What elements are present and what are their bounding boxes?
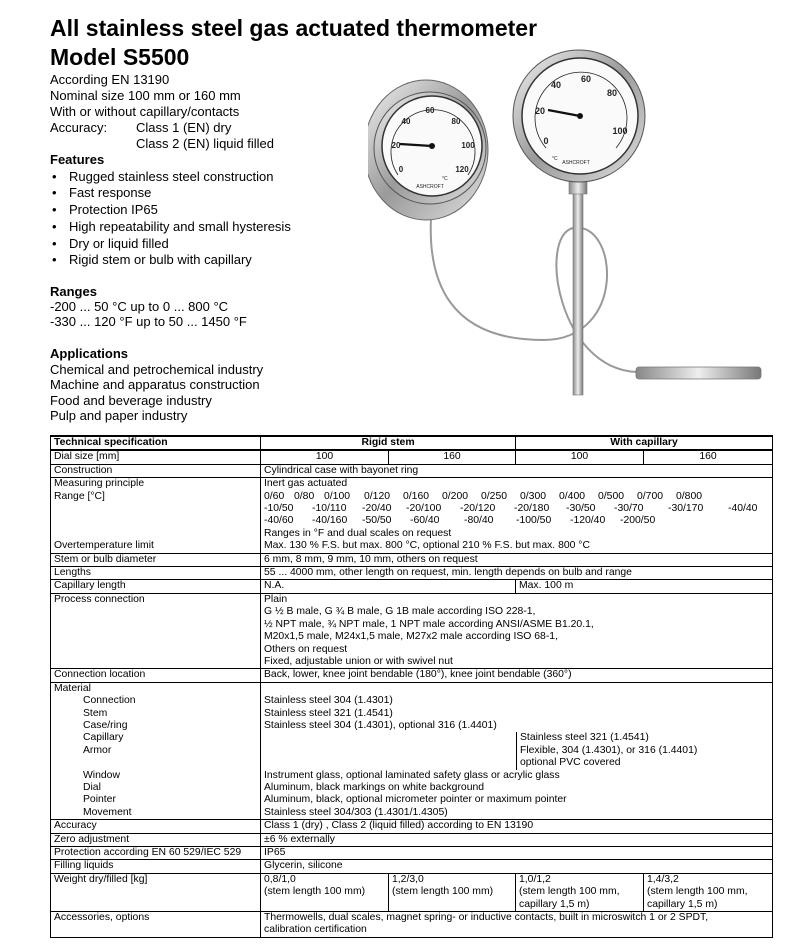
feature-item: • High repeatability and small hysteresis [50, 219, 291, 236]
range-value: 0/60 [264, 490, 285, 502]
label-dial: Dial [83, 781, 101, 793]
feature-item: • Dry or liquid filled [50, 236, 291, 253]
tick-label: 60 [580, 74, 592, 84]
title-line-1: All stainless steel gas actuated thermometer [50, 15, 538, 41]
cell [261, 478, 773, 553]
row-label: Connection location [51, 669, 261, 682]
accuracy-class-2: Class 2 (EN) liquid filled [136, 136, 274, 151]
cell: N.A. [261, 580, 516, 593]
weight-value: 1,2/3,0 [392, 873, 424, 885]
row-label: Capillary length [51, 580, 261, 593]
row-label: Filling liquids [51, 860, 261, 873]
label-case: Case/ring [83, 719, 128, 731]
cell: 100 [516, 450, 644, 464]
cell: IP65 [261, 846, 773, 859]
row-label [51, 478, 261, 553]
range-value: -20/120 [460, 503, 496, 515]
row-label: Protection according EN 60 529/IEC 529 [51, 846, 261, 859]
label-stem: Stem [83, 707, 108, 719]
weight-note: (stem length 100 mm) [392, 886, 494, 898]
range-note: Ranges in °F and dual scales on request [264, 527, 452, 539]
row-label: Dial size [mm] [51, 450, 261, 464]
range-row [264, 503, 769, 515]
application-item: Food and beverage industry [50, 392, 212, 408]
unit-label: °C [442, 176, 448, 182]
table-row [51, 820, 773, 833]
applications-heading: Applications [50, 346, 129, 361]
table-row [51, 846, 773, 859]
tick-label: 120 [455, 165, 469, 174]
weight-value: 1,4/3,2 [647, 873, 679, 885]
tick-label: 100 [461, 141, 475, 150]
label-armor: Armor [83, 744, 112, 756]
brand-label: ASHCROFT [416, 184, 444, 190]
table-header-row [51, 436, 773, 450]
cell [261, 682, 773, 819]
row-label: Accessories, options [51, 912, 261, 938]
cell: Cylindrical case with bayonet ring [261, 464, 773, 477]
table-row [51, 553, 773, 566]
table-row [51, 833, 773, 846]
weight-note: capillary 1,5 m) [519, 898, 590, 910]
feature-item: • Fast response [50, 185, 291, 202]
label-range: Range [°C] [54, 490, 105, 502]
material-pointer: Aluminum, black, optional micrometer pointer or maximum pointer [264, 794, 567, 806]
material-movement: Stainless steel 304/303 (1.4301/1.4305) [264, 806, 448, 818]
process-line: G ½ B male, G ¾ B male, G 1B male according ISO 228-1, [264, 606, 536, 618]
sensor-bulb [636, 367, 761, 379]
table-row [51, 860, 773, 873]
process-line: Fixed, adjustable union or with swivel nut [264, 655, 453, 667]
range-row [264, 491, 769, 503]
material-case: Stainless steel 304 (1.4301), optional 316 (1.4401) [264, 719, 497, 731]
range-value: 0/120 [364, 490, 391, 502]
accuracy-label: Accuracy: [50, 120, 108, 135]
header-spec: Technical specification [51, 436, 261, 450]
range-value: -10/110 [312, 503, 347, 515]
range-value: 0/100 [324, 490, 351, 502]
table-row [51, 669, 773, 682]
cell: Max. 100 m [516, 580, 773, 593]
weight-note: (stem length 100 mm, [647, 886, 748, 898]
row-label: Zero adjustment [51, 833, 261, 846]
accuracy-line [50, 120, 274, 136]
capillary-tube [431, 218, 638, 372]
process-line: M20x1,5 male, M24x1,5 male, M27x2 male according ISO 68-1, [264, 631, 558, 643]
table-row [51, 450, 773, 464]
range-value: 0/700 [637, 490, 664, 502]
label-material: Material [54, 682, 91, 694]
range-value: -200/50 [620, 515, 656, 527]
cell [261, 873, 389, 911]
range-value: -40/40 [728, 503, 758, 515]
label-connection: Connection [83, 695, 136, 707]
label-window: Window [83, 769, 120, 781]
range-item: -200 ... 50 °C up to 0 ... 800 °C [50, 299, 229, 314]
ranges-section [50, 282, 247, 329]
application-item: Machine and apparatus construction [50, 377, 260, 392]
table-row [51, 580, 773, 593]
table-row [51, 912, 773, 938]
material-armor: Flexible, 304 (1.4301), or 316 (1.4401) [520, 744, 698, 756]
range-value: 0/80 [294, 490, 315, 502]
row-label [51, 682, 261, 819]
cell [389, 873, 516, 911]
range-row [264, 515, 769, 527]
cell: 160 [389, 450, 516, 464]
material-armor-option: optional PVC covered [520, 757, 621, 769]
intro-line: According EN 13190 [50, 72, 170, 87]
accuracy-class-1: Class 1 (EN) dry [136, 120, 232, 135]
feature-item: • Rigid stem or bulb with capillary [50, 252, 291, 269]
cell: Back, lower, knee joint bendable (180°), knee joint bendable (360°) [261, 669, 773, 682]
material-connection: Stainless steel 304 (1.4301) [264, 695, 393, 707]
accessories-line: Thermowells, dual scales, magnet spring- or inductive contacts, built in microswitch 1 or 2 SPDT, [264, 912, 709, 924]
range-item: -330 ... 120 °F up to 50 ... 1450 °F [50, 314, 247, 329]
tick-label: 60 [425, 106, 435, 115]
range-value: -100/50 [516, 515, 552, 527]
range-value: 0/250 [481, 490, 508, 502]
process-line: ½ NPT male, ¾ NPT male, 1 NPT male according ANSI/ASME B1.20.1, [264, 618, 594, 630]
cell [516, 873, 644, 911]
cell [644, 873, 773, 911]
application-item: Chemical and petrochemical industry [50, 361, 264, 377]
row-label: Stem or bulb diameter [51, 553, 261, 566]
material-dial: Aluminum, black markings on white background [264, 781, 485, 793]
range-value: -50/50 [362, 515, 392, 527]
header-with-capillary: With capillary [516, 436, 773, 450]
range-value: -30/50 [566, 503, 596, 515]
cell: Glycerin, silicone [261, 860, 773, 873]
table-row [51, 593, 773, 668]
material-stem: Stainless steel 321 (1.4541) [264, 707, 393, 719]
label-pointer: Pointer [83, 794, 116, 806]
table-row [51, 464, 773, 477]
tick-label: 40 [401, 117, 411, 126]
range-value: -10/50 [264, 503, 294, 515]
range-value: -30/70 [614, 503, 644, 515]
brand-label: ASHCROFT [562, 160, 590, 166]
rigid-stem [573, 185, 583, 395]
range-value: -20/40 [362, 503, 392, 515]
gauge-right [513, 50, 645, 182]
process-line: Others on request [264, 643, 348, 655]
label-movement: Movement [83, 806, 132, 818]
tick-label: 20 [534, 106, 546, 116]
weight-note: (stem length 100 mm) [264, 886, 366, 898]
range-value: 0/200 [442, 490, 469, 502]
intro-block [50, 72, 274, 152]
range-value: 0/160 [403, 490, 430, 502]
cell: 160 [644, 450, 773, 464]
label-overtemperature: Overtemperature limit [54, 540, 154, 552]
spec-table [50, 435, 773, 938]
cell: Class 1 (dry) , Class 2 (liquid filled) according to EN 13190 [261, 820, 773, 833]
row-label: Accuracy [51, 820, 261, 833]
range-value: -60/40 [410, 515, 440, 527]
features-section [50, 150, 291, 269]
range-value: -20/100 [406, 503, 442, 515]
range-value: -120/40 [570, 515, 606, 527]
feature-item: • Rugged stainless steel construction [50, 169, 291, 186]
tick-label: 80 [606, 88, 618, 98]
features-list [50, 169, 291, 269]
range-value: 0/300 [520, 490, 547, 502]
measuring-principle-value: Inert gas actuated [264, 478, 348, 490]
table-row [51, 567, 773, 580]
range-value: -40/60 [264, 515, 294, 527]
row-label: Weight dry/filled [kg] [51, 873, 261, 911]
tick-label: 0 [543, 136, 549, 146]
application-item: Pulp and paper industry [50, 408, 188, 423]
intro-line: Nominal size 100 mm or 160 mm [50, 88, 241, 103]
overtemperature-value: Max. 130 % F.S. but max. 800 °C, optional 210 % F.S. but max. 800 °C [264, 540, 590, 552]
range-value: 0/400 [559, 490, 586, 502]
tick-label: 20 [391, 141, 401, 150]
tick-label: 80 [451, 117, 461, 126]
range-value: -40/160 [312, 515, 348, 527]
range-value: -20/180 [514, 503, 550, 515]
cell [261, 593, 773, 668]
material-capillary: Stainless steel 321 (1.4541) [520, 732, 649, 744]
weight-value: 1,0/1,2 [519, 873, 551, 885]
table-row [51, 682, 773, 819]
applications-section [50, 344, 263, 424]
row-label: Process connection [51, 593, 261, 668]
ranges-heading: Ranges [50, 284, 97, 299]
accessories-line: calibration certification [264, 924, 367, 936]
range-value: 0/800 [676, 490, 703, 502]
cell: 55 ... 4000 mm, other length on request, min. length depends on bulb and range [261, 567, 773, 580]
product-photo [368, 40, 768, 400]
table-row [51, 873, 773, 911]
title-line-2: Model S5500 [50, 44, 190, 70]
header-rigid-stem: Rigid stem [261, 436, 516, 450]
range-value: -30/170 [668, 503, 704, 515]
range-value: -80/40 [464, 515, 494, 527]
row-label: Lengths [51, 567, 261, 580]
tick-label: 100 [612, 126, 628, 136]
table-row [51, 478, 773, 553]
label-measuring-principle: Measuring principle [54, 478, 145, 490]
row-label: Construction [51, 464, 261, 477]
gauge-left [368, 80, 488, 220]
features-heading: Features [50, 152, 105, 167]
cell [261, 912, 773, 938]
cell: ±6 % externally [261, 833, 773, 846]
cell: 6 mm, 8 mm, 9 mm, 10 mm, others on request [261, 553, 773, 566]
tick-label: 40 [550, 80, 562, 90]
unit-label: °C [552, 156, 558, 162]
weight-note: (stem length 100 mm, [519, 886, 620, 898]
label-capillary: Capillary [83, 732, 124, 744]
weight-note: capillary 1,5 m) [647, 898, 718, 910]
weight-value: 0,8/1,0 [264, 873, 296, 885]
process-line: Plain [264, 593, 288, 605]
material-window: Instrument glass, optional laminated safety glass or acrylic glass [264, 769, 560, 781]
feature-item: • Protection IP65 [50, 202, 291, 219]
cell: 100 [261, 450, 389, 464]
intro-line: With or without capillary/contacts [50, 104, 240, 119]
range-value: 0/500 [598, 490, 625, 502]
tick-label: 0 [398, 165, 404, 174]
